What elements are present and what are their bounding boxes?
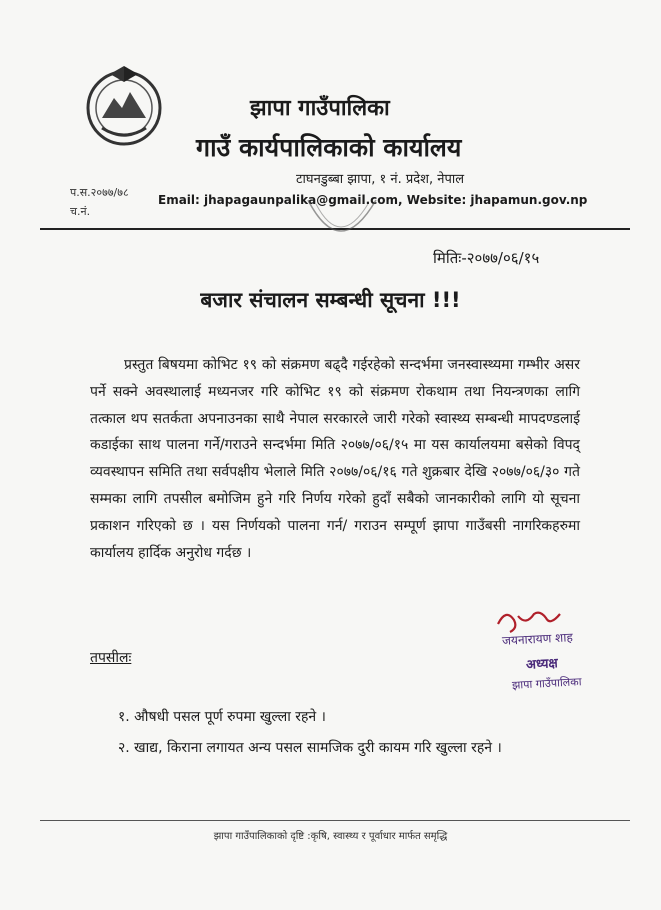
- footer-motto: झापा गाउँपालिकाको दृष्टि :कृषि, स्वास्थ्य र पूर्वाधार मार्फत समृद्धि: [213, 831, 448, 842]
- notice-body: प्रस्तुत बिषयमा कोभिट १९ को संक्रमण बढ्दै गईरहेको सन्दर्भमा जनस्वास्थ्यमा गम्भीर असर पर्ने सक्ने अवस्थालाई मध्यनजर गरि कोभिट १९ को संक्रमण रोकथाम तथा नियन्त्रणका लागि तत्काल थप सतर्कता अपनाउनका साथै नेपाल सरकारले जारी गरेको स्वास्थ्य सम्बन्धी मापदण्डलाई कडाईका साथ पालना गर्ने/गराउने सन्दर्भमा मिति २०७७/०६/१५ मा यस कार्यालयमा बसेको विपद् व्यवस्थापन समिति तथा सर्वपक्षीय भेलाले मिति २०७७/०६/१६ गते शुक्रबार देखि २०७७/०६/३० गते सम्मका लागि तपसील बमोजिम हुने गरि निर्णय गरेको हुदाँ सबैको जानकारीको लागि यो सूचना प्रकाशन गरिएको छ । यस निर्णयको पालना गर्न/ गराउन सम्पूर्ण झापा गाउँबसी नागरिकहरुमा कार्यालय हार्दिक अनुरोध गर्दछ ।: [90, 357, 580, 561]
- dispatch-number: च.नं.: [70, 205, 91, 218]
- municipality-name: झापा गाउँपालिका: [250, 96, 390, 121]
- ref-number: प.स.२०७७/७८: [70, 186, 129, 199]
- nepal-emblem-icon: [80, 62, 168, 150]
- signatory-name: जयनारायण शाह: [501, 630, 574, 648]
- office-name: गाउँ कार्यपालिकाको कार्यालय: [196, 133, 462, 162]
- signatory-title: अध्यक्ष: [525, 656, 559, 673]
- office-address: टाघनडुब्बा झापा, १ नं. प्रदेश, नेपाल: [296, 172, 465, 187]
- signatory-office: झापा गाउँपालिका: [511, 675, 582, 692]
- annex-label: तपसीलः: [90, 650, 132, 666]
- annex-list: [118, 702, 502, 764]
- footer-divider: [40, 820, 630, 821]
- contact-info: Email: jhapagaunpalika@gmail.com, Website: jhapamun.gov.np: [158, 193, 588, 207]
- reference-block: [70, 183, 129, 221]
- list-item: २. खाद्य, किराना लगायत अन्य पसल सामजिक दुरी कायम गरि खुल्ला रहने ।: [118, 740, 502, 756]
- notice-date: मितिः-२०७७/०६/१५: [433, 249, 540, 267]
- official-stamp-icon: [300, 196, 380, 258]
- notice-heading: बजार संचालन सम्बन्धी सूचना !!!: [200, 288, 461, 312]
- list-item: १. औषधी पसल पूर्ण रुपमा खुल्ला रहने ।: [118, 709, 326, 725]
